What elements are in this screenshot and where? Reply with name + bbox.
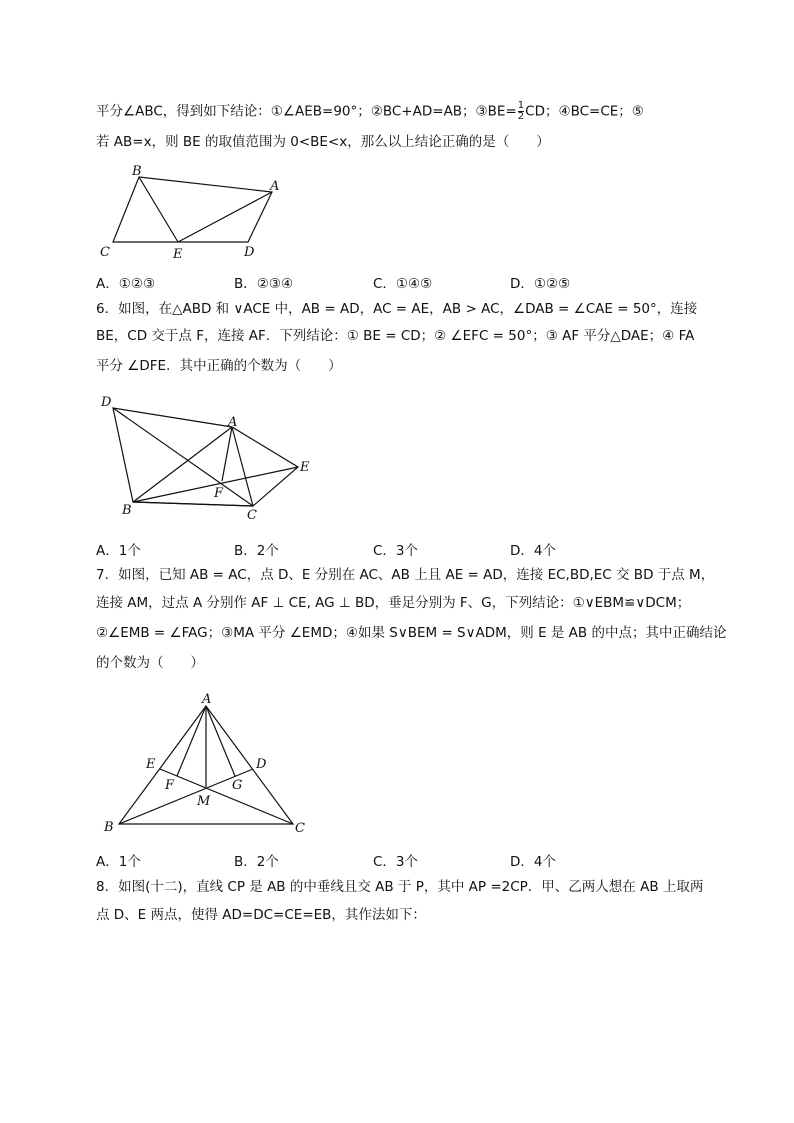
q6-option-a[interactable]: A．1个 <box>96 543 141 559</box>
q7-label-c: C <box>295 821 305 836</box>
q7-label-g: G <box>232 778 243 793</box>
q6-label-c: C <box>247 508 257 523</box>
q7-label-b: B <box>104 820 114 835</box>
q6-text-line2: BE，CD 交于点 F，连接 AF．下列结论：① BE = CD；② ∠EFC = 50°；③ AF 平分△DAE；④ FA <box>96 328 695 344</box>
q6-option-b[interactable]: B．2个 <box>234 543 279 559</box>
fraction-denominator: 2 <box>517 111 525 122</box>
q5-label-e: E <box>173 247 183 262</box>
q5-option-a[interactable]: A．①②③ <box>96 276 156 292</box>
q5-label-c: C <box>100 245 110 260</box>
q7-label-d: D <box>256 757 267 772</box>
q5-option-d[interactable]: D．①②⑤ <box>510 276 571 292</box>
q6-text-line3: 平分 ∠DFE．其中正确的个数为（ ） <box>96 358 342 374</box>
q5-option-c[interactable]: C．①④⑤ <box>373 276 433 292</box>
q7-text-line4: 的个数为（ ） <box>96 655 204 671</box>
q7-segment-ag <box>206 706 235 776</box>
q6-option-c[interactable]: C．3个 <box>373 543 419 559</box>
q6-label-e: E <box>300 460 310 475</box>
q7-option-d[interactable]: D．4个 <box>510 854 556 870</box>
q5-label-b: B <box>132 164 142 179</box>
q7-text-line2: 连接 AM，过点 A 分别作 AF ⊥ CE, AG ⊥ BD，垂足分别为 F、G，下列结论：①∨EBM≌∨DCM； <box>96 595 691 611</box>
fraction-numerator: 1 <box>517 100 525 111</box>
q7-option-b[interactable]: B．2个 <box>234 854 279 870</box>
q7-text-line1: 7．如图，已知 AB = AC，点 D、E 分别在 AC、AB 上且 AE = AD，连接 EC,BD,EC 交 BD 于点 M， <box>96 567 715 583</box>
q7-text-line3: ②∠EMB = ∠FAG；③MA 平分 ∠EMD；④如果 S∨BEM = S∨ADM，则 E 是 AB 的中点；其中正确结论 <box>96 625 727 641</box>
q7-option-c[interactable]: C．3个 <box>373 854 419 870</box>
q5-text-line2: 若 AB=x，则 BE 的取值范围为 0<BE<x，那么以上结论正确的是（ ） <box>96 134 550 150</box>
q6-text-line1: 6．如图，在△ABD 和 ∨ACE 中，AB = AD，AC = AE，AB > AC，∠DAB = ∠CAE = 50°，连接 <box>96 301 698 317</box>
q6-label-f: F <box>214 486 224 501</box>
q7-option-a[interactable]: A．1个 <box>96 854 141 870</box>
q7-segment-af <box>177 706 206 776</box>
q8-text-line1: 8．如图(十二)，直线 CP 是 AB 的中垂线且交 AB 于 P，其中 AP =2CP．甲、乙两人想在 AB 上取两 <box>96 879 704 895</box>
q5-option-b[interactable]: B．②③④ <box>234 276 294 292</box>
q5-line1-part-b: CD；④BC=CE；⑤ <box>525 103 644 120</box>
q6-label-a: A <box>228 415 238 430</box>
q5-label-d: D <box>244 245 255 260</box>
q7-label-e: E <box>146 757 156 772</box>
q5-line1-part-a: 平分∠ABC，得到如下结论：①∠AEB=90°；②BC+AD=AB；③BE= <box>96 103 517 120</box>
q7-label-m: M <box>197 794 211 809</box>
q5-label-a: A <box>270 179 280 194</box>
q8-text-line2: 点 D、E 两点，使得 AD=DC=CE=EB，其作法如下： <box>96 907 426 923</box>
q7-label-f: F <box>165 778 175 793</box>
q6-label-b: B <box>122 503 132 518</box>
q7-label-a: A <box>202 692 212 707</box>
q6-label-d: D <box>101 395 112 410</box>
q6-option-d[interactable]: D．4个 <box>510 543 556 559</box>
